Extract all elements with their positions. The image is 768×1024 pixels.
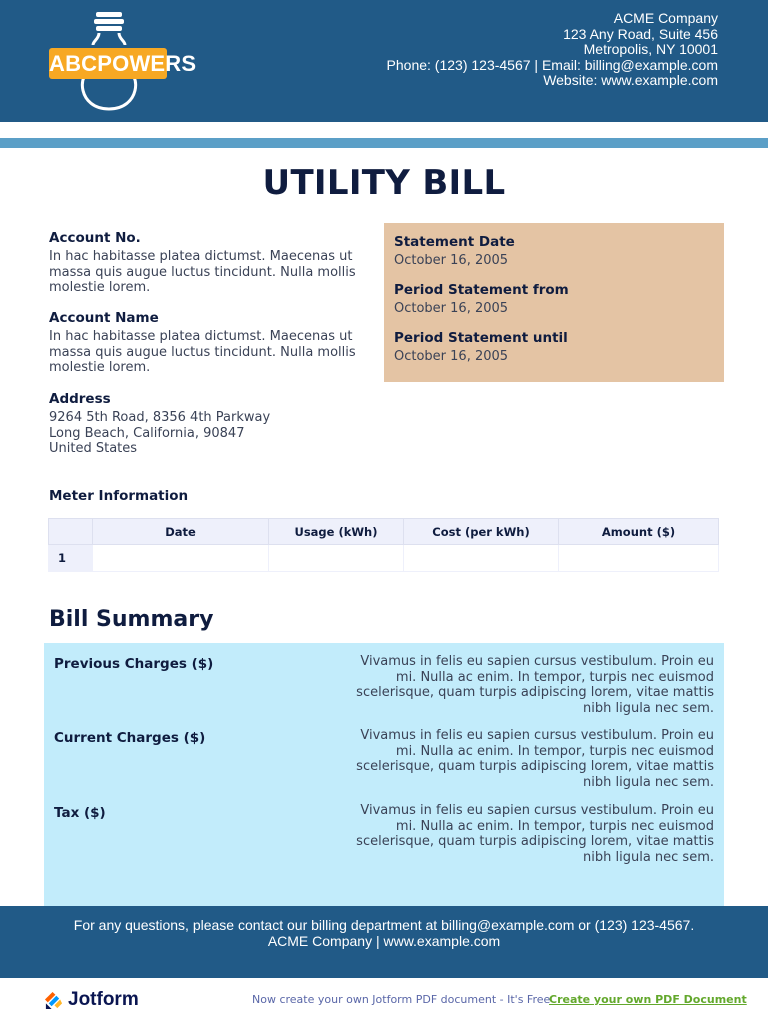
account-name-text: In hac habitasse platea dictumst. Maecenas ut massa quis augue luctus tincidunt. Nulla mollis molestie lorem. (49, 329, 356, 375)
jotform-bar (0, 978, 768, 1024)
meter-cell-cost (404, 545, 559, 572)
account-number-block (49, 230, 369, 296)
statement-date-value: October 16, 2005 (394, 253, 509, 268)
company-address-line2: Metropolis, NY 10001 (583, 41, 718, 57)
meter-col-date: Date (93, 519, 269, 545)
footer-contact-line: For any questions, please contact our billing department at billing@example.com or (123) 123-4567. (73, 917, 695, 933)
row-number: 1 (49, 545, 93, 572)
summary-label: Current Charges ($) (54, 730, 206, 746)
create-pdf-link[interactable]: Create your own PDF Document (549, 993, 747, 1006)
jotform-promo-text: Now create your own Jotform PDF document - It's Free (252, 993, 551, 1006)
account-number-text: In hac habitasse platea dictumst. Maecenas ut massa quis augue luctus tincidunt. Nulla mollis molestie lorem. (49, 249, 356, 295)
period-from-value: October 16, 2005 (394, 301, 509, 316)
table-row (49, 545, 719, 572)
summary-label: Tax ($) (54, 805, 106, 821)
bill-summary-panel (44, 643, 724, 907)
meter-cell-date (93, 545, 269, 572)
statement-box (384, 223, 724, 382)
footer-company-line: ACME Company | www.example.com (267, 933, 501, 949)
summary-text: Vivamus in felis eu sapien cursus vestibulum. Proin eu mi. Nulla ac enim. In tempor, turpis nec euismod scelerisque, quam turpis adipiscing lorem, vitae mattis nibh ligula nec sem. (356, 654, 714, 716)
company-name: ACME Company (613, 10, 718, 26)
bill-summary-title: Bill Summary (49, 607, 214, 632)
summary-text: Vivamus in felis eu sapien cursus vestibulum. Proin eu mi. Nulla ac enim. In tempor, turpis nec euismod scelerisque, quam turpis adipiscing lorem, vitae mattis nibh ligula nec sem. (356, 803, 714, 865)
account-name-label: Account Name (49, 310, 159, 326)
company-logo (48, 11, 197, 111)
meter-cell-usage (269, 545, 404, 572)
address-text: 9264 5th Road, 8356 4th Parkway Long Beach, California, 90847 United States (49, 410, 271, 456)
company-address-line1: 123 Any Road, Suite 456 (563, 25, 718, 42)
address-block (49, 391, 369, 457)
period-until-label: Period Statement until (394, 330, 568, 346)
account-name-block (49, 310, 369, 376)
meter-title: Meter Information (49, 488, 189, 504)
meter-table (48, 518, 719, 572)
meter-corner-cell (49, 519, 93, 545)
page-footer (0, 906, 768, 978)
meter-cell-amount (559, 545, 719, 572)
meter-col-cost: Cost (per kWh) (404, 519, 559, 545)
period-until-value: October 16, 2005 (394, 349, 509, 364)
jotform-logo[interactable] (44, 991, 154, 1011)
page-title: UTILITY BILL (262, 163, 506, 203)
company-website: Website: www.example.com (543, 72, 718, 88)
meter-col-amount: Amount ($) (559, 519, 719, 545)
jotform-wordmark: Jotform (68, 989, 139, 1010)
address-label: Address (49, 391, 111, 407)
account-number-label: Account No. (49, 230, 141, 246)
header-stripe (0, 138, 768, 148)
logo-wordmark: ABCPOWERS (49, 48, 167, 79)
company-info (387, 11, 718, 89)
period-from-label: Period Statement from (394, 282, 569, 298)
statement-date-label: Statement Date (394, 234, 515, 250)
page-header (0, 0, 768, 122)
summary-text: Vivamus in felis eu sapien cursus vestibulum. Proin eu mi. Nulla ac enim. In tempor, turpis nec euismod scelerisque, quam turpis adipiscing lorem, vitae mattis nibh ligula nec sem. (356, 728, 714, 790)
summary-label: Previous Charges ($) (54, 656, 214, 672)
jotform-logo-icon (44, 991, 63, 1010)
meter-header-row (49, 519, 719, 545)
company-contact: Phone: (123) 123-4567 | Email: billing@example.com (386, 56, 718, 73)
meter-col-usage: Usage (kWh) (269, 519, 404, 545)
